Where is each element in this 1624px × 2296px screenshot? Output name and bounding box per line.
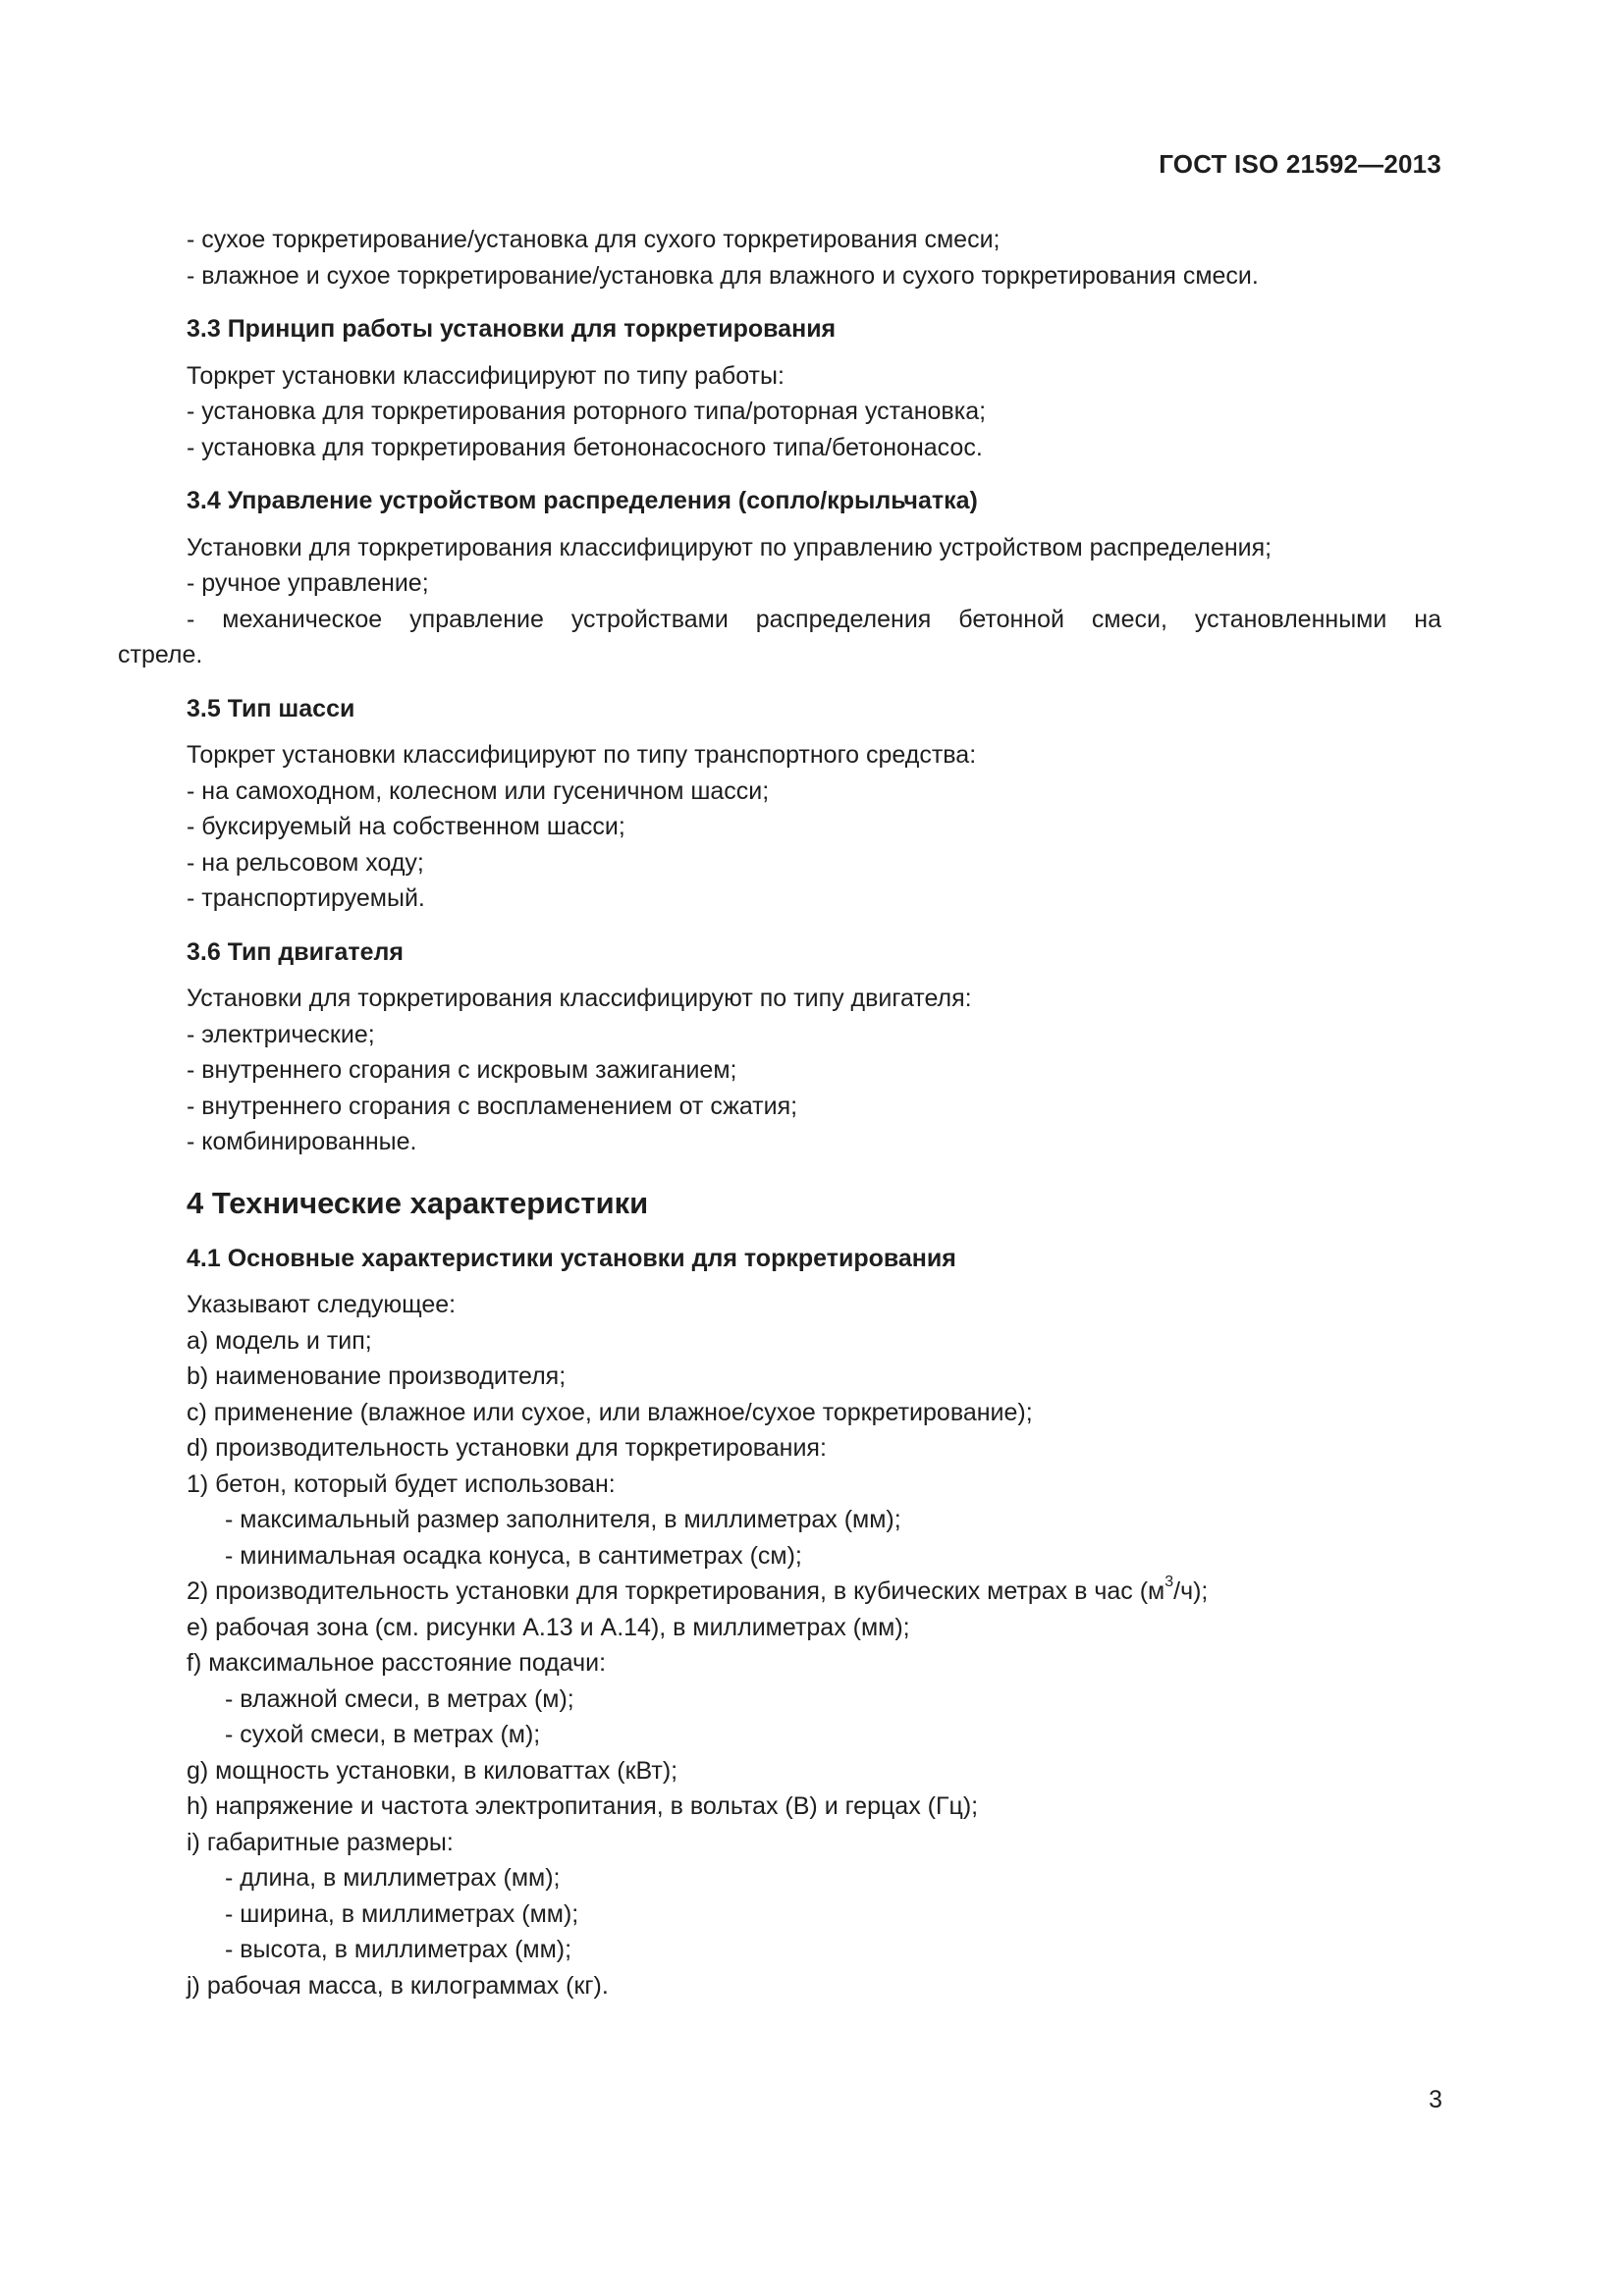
text-line: - комбинированные.	[187, 1128, 417, 1155]
list-item-d1: 1) бетон, который будет использован:	[187, 1469, 616, 1498]
text-line: - на самоходном, колесном или гусеничном шасси;	[187, 776, 770, 805]
section-heading-4-1: 4.1 Основные характеристики установки для торкретирования	[187, 1244, 956, 1272]
wrapped-text-line: - механическое управление устройствами распределения бетонной смеси, установленными на	[187, 605, 1441, 633]
text-line: - на рельсовом ходу;	[187, 848, 424, 877]
list-item-b: b) наименование производителя;	[187, 1362, 567, 1390]
document-body	[118, 222, 1441, 2003]
document-header: ГОСТ ISO 21592—2013	[1159, 149, 1441, 179]
list-subitem: - минимальная осадка конуса, в сантиметрах (см);	[225, 1541, 802, 1570]
text-line: - буксируемый на собственном шасси;	[187, 813, 625, 840]
text-line: стреле.	[118, 641, 203, 668]
list-item-d2	[118, 1574, 1441, 1610]
text-line: - сухое торкретирование/установка для сухого торкретирования смеси;	[187, 226, 1001, 253]
text-line: Торкрет установки классифицируют по типу работы:	[187, 361, 785, 390]
list-subitem: - сухой смеси, в метрах (м);	[225, 1721, 541, 1748]
text-line: - ручное управление;	[187, 569, 429, 597]
list-item-i: i) габаритные размеры:	[187, 1828, 454, 1856]
superscript-3: 3	[1164, 1573, 1174, 1590]
text-line: Установки для торкретирования классифицируют по типу двигателя:	[187, 985, 972, 1012]
section-heading-3-5: 3.5 Тип шасси	[187, 694, 355, 722]
list-subitem: - влажной смеси, в метрах (м);	[225, 1684, 574, 1713]
list-item-e: e) рабочая зона (см. рисунки А.13 и А.14), в миллиметрах (мм);	[187, 1613, 910, 1641]
list-item-h: h) напряжение и частота электропитания, в вольтах (В) и герцах (Гц);	[187, 1792, 979, 1820]
chapter-heading-4: 4 Технические характеристики	[187, 1185, 649, 1220]
section-heading-3-6: 3.6 Тип двигателя	[187, 937, 404, 966]
text-line: Торкрет установки классифицируют по типу транспортного средства:	[187, 741, 977, 769]
page-number: 3	[1429, 2086, 1442, 2113]
list-item-g: g) мощность установки, в киловаттах (кВт);	[187, 1756, 678, 1785]
text-line: - влажное и сухое торкретирование/установка для влажного и сухого торкретирования смеси.	[187, 261, 1259, 290]
list-item-c: c) применение (влажное или сухое, или влажное/сухое торкретирование);	[187, 1398, 1033, 1426]
text-line: - внутреннего сгорания с искровым зажиганием;	[187, 1056, 737, 1084]
text-line: Установки для торкретирования классифицируют по управлению устройством распределения;	[187, 533, 1272, 561]
list-item-a: a) модель и тип;	[187, 1326, 372, 1355]
text-line: - транспортируемый.	[187, 884, 425, 912]
section-heading-3-3: 3.3 Принцип работы установки для торкретирования	[187, 315, 837, 343]
list-item-j: j) рабочая масса, в килограммах (кг).	[187, 1971, 609, 2000]
text-line: - установка для торкретирования роторного типа/роторная установка;	[187, 398, 987, 425]
list-item-d2-text: 2) производительность установки для торкретирования, в кубических метрах в час (м	[187, 1577, 1165, 1605]
text-line: - электрические;	[187, 1020, 375, 1048]
list-item-d: d) производительность установки для торкретирования:	[187, 1434, 827, 1462]
list-subitem: - максимальный размер заполнителя, в миллиметрах (мм);	[225, 1506, 901, 1533]
text-line: Указывают следующее:	[187, 1291, 457, 1318]
text-line: - внутреннего сгорания с воспламенением от сжатия;	[187, 1092, 798, 1120]
section-heading-3-4: 3.4 Управление устройством распределения (сопло/крыльчатка)	[187, 487, 978, 514]
list-subitem: - высота, в миллиметрах (мм);	[225, 1936, 572, 1963]
list-subitem: - ширина, в миллиметрах (мм);	[225, 1899, 579, 1928]
list-item-f: f) максимальное расстояние подачи:	[187, 1649, 607, 1677]
list-item-d2-unit: /ч);	[1173, 1577, 1209, 1605]
text-line: - установка для торкретирования бетононасосного типа/бетононасос.	[187, 433, 983, 461]
list-subitem: - длина, в миллиметрах (мм);	[225, 1864, 561, 1892]
